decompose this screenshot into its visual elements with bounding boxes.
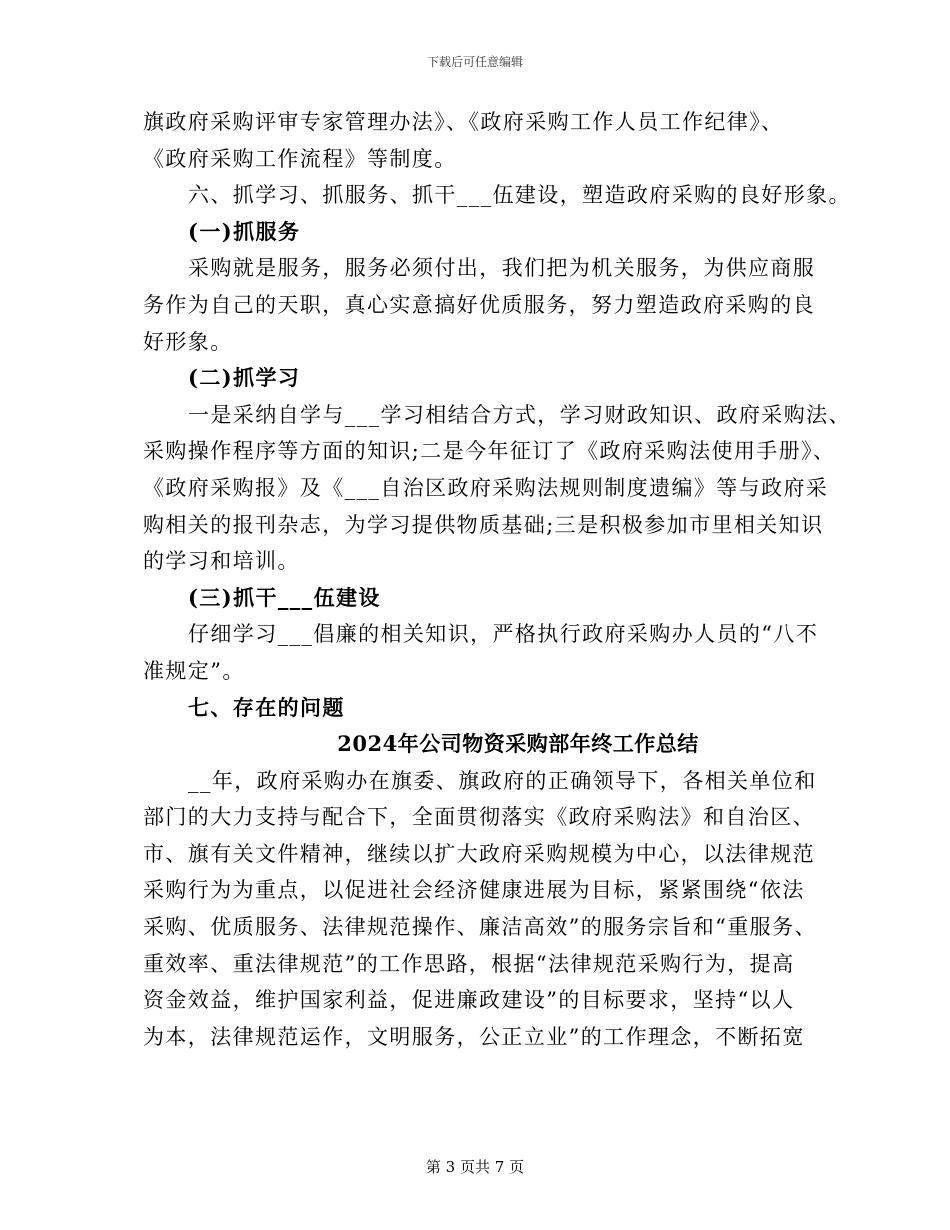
- body-text-line: 《政府采购工作流程》等制度。: [143, 146, 457, 171]
- body-text-line: 一是采纳自学与___学习相结合方式，学习财政知识、政府采购法、: [188, 402, 851, 427]
- subsection-heading: (一)抓服务: [188, 218, 301, 244]
- document-body: [143, 104, 851, 1055]
- body-text-line: 采购就是服务，服务必须付出，我们把为机关服务，为供应商服: [188, 256, 816, 281]
- body-text-line: 采购行为为重点，以促进社会经济健康进展为目标，紧紧围绕“依法: [143, 878, 805, 903]
- subsection-heading: (二)抓学习: [188, 365, 301, 391]
- body-text-line: 仔细学习___倡廉的相关知识，严格执行政府采购办人员的“八不: [188, 622, 819, 647]
- body-text-line: 《政府采购报》及《___自治区政府采购法规则制度遗编》等与政府采: [143, 475, 829, 500]
- document-title: 2024年公司物资采购部年终工作总结: [337, 731, 699, 757]
- page-header: 下载后可任意编辑: [426, 55, 523, 69]
- body-text-line: 采购操作程序等方面的知识;二是今年征订了《政府采购法使用手册》、: [143, 439, 836, 464]
- body-text-line: 好形象。: [143, 329, 233, 354]
- section-heading: 七、存在的问题: [188, 694, 345, 720]
- body-text-line: 采购、优质服务、法律规范操作、廉洁高效”的服务宗旨和“重服务、: [143, 915, 817, 940]
- body-text-line: __年，政府采购办在旗委、旗政府的正确领导下，各相关单位和: [188, 768, 817, 793]
- body-text-line: 部门的大力支持与配合下，全面贯彻落实《政府采购法》和自治区、: [143, 805, 815, 830]
- body-text-line: 资金效益，维护国家利益，促进廉政建设”的目标要求，坚持“以人: [143, 988, 795, 1013]
- section-heading: 六、抓学习、抓服务、抓干___伍建设，塑造政府采购的良好形象。: [188, 183, 851, 208]
- body-text-line: 市、旗有关文件精神，继续以扩大政府采购规模为中心，以法律规范: [143, 841, 815, 866]
- page-footer: 第 3 页共 7 页: [425, 1158, 525, 1176]
- body-text-line: 务作为自己的天职，真心实意搞好优质服务，努力塑造政府采购的良: [143, 292, 815, 317]
- subsection-heading: (三)抓干___伍建设: [188, 584, 381, 610]
- body-text-line: 重效率、重法律规范”的工作思路，根据“法律规范采购行为，提高: [143, 951, 795, 976]
- body-text-line: 准规定”。: [143, 658, 245, 683]
- body-text-line: 旗政府采购评审专家管理办法》、《政府采购工作人员工作纪律》、: [143, 110, 784, 134]
- body-text-line: 为本，法律规范运作，文明服务，公正立业”的工作理念，不断拓宽: [143, 1024, 805, 1049]
- body-text-line: 的学习和培训。: [143, 549, 300, 574]
- body-text-line: 购相关的报刊杂志，为学习提供物质基础;三是积极参加市里相关知识: [143, 512, 824, 537]
